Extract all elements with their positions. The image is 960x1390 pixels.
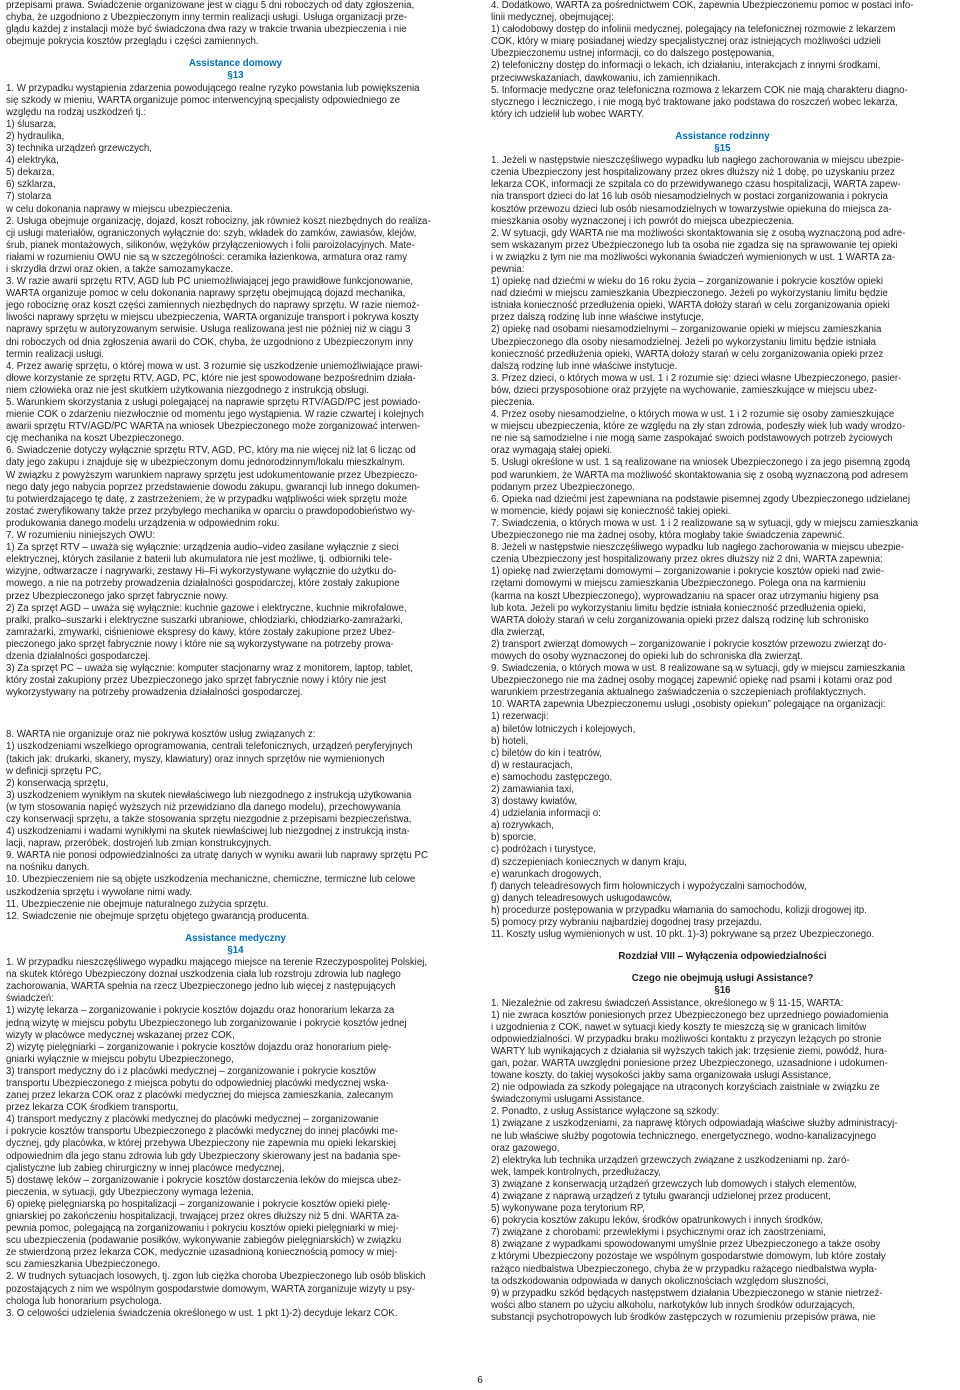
text-line: przepisami prawa. Świadczenie organizowane jest w ciągu 5 dni roboczych od daty zgłoszenia, bbox=[6, 0, 415, 11]
text-line: 2. W trudnych sytuacjach losowych, tj. zgon lub ciężka choroba Ubezpieczonego lub osób bliskich bbox=[6, 1271, 426, 1283]
text-line: 1. W przypadku nieszczęśliwego wypadku mającego miejsce na terenie Rzeczypospolitej Polskiej, bbox=[6, 957, 428, 969]
section-heading: Assistance medyczny bbox=[185, 932, 286, 944]
text-line: 3. O celowości udzielenia świadczenia określonego w ust. 1 pkt 1)-2) decyduje lekarz COK. bbox=[6, 1307, 398, 1319]
text-line: lacji, napraw, przeróbek, dostrojeń lub zmian konstrukcyjnych. bbox=[6, 838, 272, 850]
text-line: się szkody w mieniu, WARTA organizuje pomoc interwencyjną specjalisty odpowiedniego ze bbox=[6, 94, 400, 106]
text-line: b) sporcie, bbox=[491, 832, 537, 844]
text-line: 2) konserwacją sprzętu, bbox=[6, 777, 109, 789]
text-line: 6) szklarza, bbox=[6, 179, 56, 191]
text-line: wości albo stanem po użyciu alkoholu, narkotyków lub innych środków odurzających, bbox=[491, 1299, 856, 1311]
text-line: 9) w przypadku szkód będących następstwem działania Ubezpieczonego w stanie nietrzeź- bbox=[491, 1287, 883, 1299]
text-line: 1) całodobowy dostęp do infolinii medycznej, polegający na telefonicznej rozmowie z lekarzem bbox=[491, 24, 896, 36]
chapter-heading: Czego nie obejmują usługi Assistance? bbox=[631, 973, 814, 985]
text-line: ze stwierdzoną przez lekarza COK, medycznie uzasadnioną koniecznością pomocy w miej- bbox=[6, 1247, 398, 1259]
text-line: 3) transport medyczny do i z placówki medycznej – zorganizowanie i pokrycie kosztów bbox=[6, 1065, 376, 1077]
text-line: dzenia działalności gospodarczej. bbox=[6, 650, 151, 662]
text-line: 2) nie odpowiada za szkody polegające na utraconych korzyściach zaistniałe w związku ze bbox=[491, 1082, 880, 1094]
text-line: 1. Jeżeli w następstwie nieszczęśliwego wypadku lub nagłego zachorowania w miejscu ubezpie- bbox=[491, 155, 905, 167]
text-line: Ubezpieczonego nie ma żadnej osoby, która mogłaby takie świadczenia zapewnić. bbox=[491, 530, 845, 542]
text-line: 4. Dodatkowo, WARTA za pośrednictwem COK, zapewnia Ubezpieczonemu pomoc w postaci info- bbox=[491, 0, 914, 11]
text-line: w definicji sprzętu PC, bbox=[6, 765, 102, 777]
text-line: produkowania danego modelu urządzenia w odpowiednim roku. bbox=[6, 517, 280, 529]
section-heading: Assistance domowy bbox=[188, 58, 283, 70]
spacer bbox=[491, 941, 954, 951]
text-line: 1. Niezależnie od zakresu świadczeń Assistance, określonego w § 11-15, WARTA: bbox=[491, 997, 844, 1009]
text-line: 9. Świadczenia, o których mowa w ust. 8 realizowane są w sytuacji, gdy w miejscu zamieszkania bbox=[491, 663, 906, 675]
text-line: pieczenia, w sytuacji, gdy Ubezpieczony wymaga leżenia, bbox=[6, 1186, 254, 1198]
text-line: oraz gazowego, bbox=[491, 1142, 560, 1154]
text-line: 11. Ubezpieczenie nie obejmuje naturalnego zużycia sprzętu. bbox=[6, 898, 269, 910]
spacer bbox=[6, 48, 465, 58]
text-line: 12. Świadczenie nie obejmuje sprzętu objętego gwarancją producenta. bbox=[6, 910, 310, 922]
text-line: kosztów przewozu dzieci lub osób niesamodzielnych w towarzystwie opiekuna do miejsca za- bbox=[491, 203, 892, 215]
text-line: towane koszty, do takiej wysokości jakby sama organizowała usługi Assistance, bbox=[491, 1070, 832, 1082]
text-line: 3. W razie awarii sprzętu RTV, AGD lub PC uniemożliwiającej jego prawidłowe funkcjonowanie, bbox=[6, 276, 414, 288]
text-line: 3) dostawy kwiatów, bbox=[491, 796, 578, 808]
text-line: i pokrycie kosztów transportu Ubezpieczonego z placówki medycznej do innej placówki me- bbox=[6, 1126, 398, 1138]
text-line: ne nie są samodzielne i nie mogą same zaspokajać swoich podstawowych potrzeb życiowych bbox=[491, 433, 893, 445]
text-line: WARTA dołoży starań w celu zorganizowania opieki przez dalszą rodzinę lub schronisko bbox=[491, 614, 869, 626]
text-line: przeciwwskazaniach, dawkowaniu, ich zamiennikach. bbox=[491, 72, 721, 84]
text-line: c) podróżach i turystyce, bbox=[491, 844, 596, 856]
text-line: 1) opiekę nad dziećmi w wieku do 16 roku życia – zorganizowanie i pokrycie kosztów opieki bbox=[491, 276, 883, 288]
text-line: względu na rodzaj uszkodzeń tj.: bbox=[6, 106, 147, 118]
text-line: zamrażarki, zmywarki, ciśnieniowe ekspresy do kawy, które zostały zakupione przez Ubez- bbox=[6, 626, 396, 638]
text-line: cji usługi materiałów, ograniczonych wyłącznie do: szyb, wkładek do zamków, zawiasów, klejów, bbox=[6, 227, 417, 239]
text-line: 1) uszkodzeniami wszelkiego oprogramowania, centrali telefonicznych, urządzeń peryferyjnych bbox=[6, 741, 413, 753]
text-line: b) hoteli, bbox=[491, 735, 529, 747]
text-line: zostać zweryfikowany także przez przybyłego mechanika w oparciu o prawdopodobieństwo wy- bbox=[6, 505, 416, 517]
text-line: mowego, a nie na potrzeby prowadzenia działalności gospodarczej, które zostały zakupione bbox=[6, 578, 400, 590]
text-line: 6) pokrycia kosztów zakupu leków, środków opatrunkowych i innych środków, bbox=[491, 1215, 823, 1227]
text-line: wek, lampek kontrolnych, przedłużaczy, bbox=[491, 1166, 661, 1178]
text-line: 4) elektryka, bbox=[6, 155, 59, 167]
text-line: przez lekarza COK środkiem transportu, bbox=[6, 1102, 179, 1114]
text-line: (w tym stosowania napięć wyższych niż przewidziano dla danego modelu), przechowywania bbox=[6, 801, 401, 813]
text-line: termin realizacji usługi. bbox=[6, 348, 104, 360]
text-line: 6) opiekę pielęgniarską po hospitalizacji – zorganizowanie i pokrycie kosztów opieki pielę- bbox=[6, 1198, 391, 1210]
text-line: 1) opiekę nad zwierzętami domowymi – zorganizowanie i pokrycie kosztów opieki nad zwie- bbox=[491, 566, 885, 578]
text-line: istniała konieczność przedłużenia opieki, WARTA dołoży starań w celu zorganizowania opieki bbox=[491, 300, 890, 312]
text-line: substancji psychotropowych lub środków zastępczych w rozumieniu przepisów prawa, nie bbox=[491, 1311, 876, 1323]
text-line: 6. Świadczenie dotyczy wyłącznie sprzętu RTV, AGD, PC, który ma nie więcej niż lat 6 licząc od bbox=[6, 445, 416, 457]
text-line: 5) wykonywane poza terytorium RP, bbox=[491, 1203, 645, 1215]
text-line: i uzgodnienia z COK, nawet w sytuacji kiedy koszty te mieszczą się w granicach limitów bbox=[491, 1021, 867, 1033]
page-number: 6 bbox=[477, 1375, 483, 1386]
spacer bbox=[491, 963, 954, 973]
text-line: na nośniku danych. bbox=[6, 862, 90, 874]
text-line: f) danych teleadresowych firm holowniczych i wypożyczalni samochodów, bbox=[491, 880, 807, 892]
text-line: 2) transport zwierząt domowych – zorganizowanie i pokrycie kosztów przewozu zwierząt do- bbox=[491, 638, 887, 650]
text-line: gniarskiej po zakończeniu hospitalizacji, trwającej przez okres dłuższy niż 5 dni. WARTA za- bbox=[6, 1211, 400, 1222]
text-line: 2) zamawiania taxi, bbox=[491, 784, 574, 795]
text-line: wykorzystywany na potrzeby prowadzenia działalności gospodarczej. bbox=[6, 687, 303, 699]
text-line: liwości naprawy sprzętu w miejscu ubezpieczenia, WARTA organizuje transport i pokrywa koszty bbox=[6, 312, 419, 324]
text-line: i skrzydła drzwi oraz okien, a także samozamykacze. bbox=[6, 263, 234, 275]
spacer bbox=[6, 923, 465, 933]
text-line: w momencie, kiedy pojawi się konieczność takiej opieki. bbox=[491, 505, 731, 517]
text-line: czy konserwacji sprzętu, a także stosowania sprzętu niezgodnie z przepisami bezpieczeństwa, bbox=[6, 814, 412, 825]
text-line: chyba, że uzgodniono z Ubezpieczonym inny termin realizacji usługi. Usługa organizacji prze- bbox=[6, 12, 408, 24]
text-line: 3) technika urządzeń grzewczych, bbox=[6, 143, 152, 155]
left-column bbox=[6, 0, 465, 1320]
text-line: cję mechanika na koszt Ubezpieczonego. bbox=[6, 433, 185, 445]
right-column bbox=[491, 0, 954, 1324]
text-line: 6. Opieka nad dziećmi jest zapewniana na podstawie pisemnej zgody Ubezpieczonego udzielanej bbox=[491, 493, 910, 505]
text-line: nad dziećmi w miejscu zamieszkania Ubezpieczonego. Jeżeli po wykorzystaniu limitu będzie bbox=[491, 288, 888, 300]
text-line: 7. Świadczenia, o których mowa w ust. 1 i 2 realizowane są w sytuacji, gdy w miejscu zamieszkania bbox=[491, 517, 918, 529]
text-line: 1) nie zwraca kosztów poniesionych przez Ubezpieczonego bez uprzedniego powiadomienia bbox=[491, 1009, 889, 1021]
text-line: 2) elektryka lub technika urządzeń grzewczych związane z uszkodzeniami np. żaró- bbox=[491, 1154, 850, 1166]
text-line: linii medycznej, obejmującej: bbox=[491, 12, 614, 24]
text-line: 2. Ponadto, z usług Assistance wyłączone są szkody: bbox=[491, 1106, 720, 1118]
text-line: dni roboczych od dnia zgłoszenia awarii do COK, chyba, że uzgodniono z Ubezpieczonym inny bbox=[6, 336, 414, 348]
text-line: stycznego i leczniczego, i nie mogą być traktowane jako podstawa do roszczeń wobec lekarza, bbox=[491, 96, 898, 108]
text-line: cjalistyczne lub zabieg chirurgiczny w innej placówce medycznej, bbox=[6, 1162, 285, 1174]
text-line: 3) związane z konserwacją urządzeń grzewczych lub domowych i stałych elementów, bbox=[491, 1178, 857, 1190]
text-line: 4. Przez awarię sprzętu, o której mowa w ust. 3 rozumie się uszkodzenie uniemożliwiające prawi- bbox=[6, 360, 423, 372]
text-line: warunkiem przestrzegania aktualnego zaświadczenia o szczepieniach profilaktycznych. bbox=[491, 687, 866, 699]
text-line: scu zamieszkania Ubezpieczonego. bbox=[6, 1259, 161, 1271]
text-line: śrub, pianek montażowych, silikonów, wężyków przyłączeniowych i folii paroizolacyjnych. Mate- bbox=[6, 239, 415, 251]
text-line: 1) Za sprzęt RTV – uważa się wyłącznie: urządzenia audio–video zasilane wyłącznie z sieci bbox=[6, 542, 399, 554]
text-line: d) szczepieniach koniecznych w danym kraju, bbox=[491, 856, 687, 868]
text-line: ta odszkodowania odpowiada w danych okolicznościach względom słuszności, bbox=[491, 1275, 829, 1287]
text-line: mienie COK o zdarzeniu niezwłocznie od momentu jego wystąpienia. W razie czwartej i kolejnych bbox=[6, 409, 424, 421]
text-line: 7. W rozumieniu niniejszych OWU: bbox=[6, 530, 156, 542]
text-line: a) biletów lotniczych i kolejowych, bbox=[491, 723, 636, 735]
text-line: naprawy sprzętu w autoryzowanym serwisie. Usługa realizowana jest nie później niż w ciągu 3 bbox=[6, 324, 411, 336]
text-line: jedną wizytę w miejscu pobytu Ubezpieczonego lub zorganizowanie i pokrycie kosztów jednej bbox=[6, 1017, 407, 1029]
text-line: 10. Ubezpieczeniem nie są objęte uszkodzenia mechaniczne, chemiczne, termiczne lub celowe bbox=[6, 874, 416, 886]
text-line: gan, pożar. WARTA uwzględni poniesione przez Ubezpieczonego, uzasadnione i udokumen- bbox=[491, 1057, 888, 1069]
text-line: odpowiednim dla jego stanu zdrowia lub gdy Ubezpieczony skierowany jest na badania spe- bbox=[6, 1150, 401, 1162]
text-line: 5. Informacje medyczne oraz telefoniczna rozmowa z lekarzem COK nie mają charakteru diagno- bbox=[491, 84, 908, 96]
text-line: 10. WARTA zapewnia Ubezpieczonemu usługi „osobisty opiekun” polegające na organizacji: bbox=[491, 699, 886, 711]
text-line: 8. Jeżeli w następstwie nieszczęśliwego wypadku lub nagłego zachorowania w miejscu ubezpie- bbox=[491, 542, 905, 554]
text-line: pieczenia. bbox=[491, 397, 535, 408]
text-line: 3. Przez dzieci, o których mowa w ust. 1 i 2 rozumie się: dzieci własne Ubezpieczonego, pasier- bbox=[491, 372, 902, 384]
text-line: tu potwierdzającego tę datę, z zastrzeżeniem, że w przypadku wątpliwości wiek sprzętu może bbox=[6, 493, 408, 505]
text-line: świadczonymi usługami Assistance. bbox=[491, 1094, 645, 1106]
text-line: glądu każdej z instalacji może być świadczona dwa razy w trakcie trwania ubezpieczenia i nie bbox=[6, 24, 407, 36]
text-line: lub kota. Jeżeli po wykorzystaniu limitu będzie istniała konieczność przedłużenia opieki, bbox=[491, 602, 866, 614]
text-line: czenia Ubezpieczony jest hospitalizowany przez okres dłuższy niż 2 dni, WARTA zapewnia: bbox=[491, 554, 883, 566]
text-line: Ubezpieczonego dla osoby niesamodzielnej. Jeżeli po wykorzystaniu limitu będzie istniała bbox=[491, 336, 877, 348]
text-line: 5. Warunkiem skorzystania z usługi polegającej na naprawie sprzętu RTV/AGD/PC jest powiado- bbox=[6, 397, 421, 408]
text-line: 4) uszkodzeniami i wadami wynikłymi na skutek niewłaściwej lub niezgodnej z instrukcją insta- bbox=[6, 826, 410, 838]
text-line: g) danych teleadresowych usługodawców, bbox=[491, 892, 672, 904]
text-line: odpowiedzialności. W przypadku braku możliwości kontaktu z przyczyn leżących po stronie bbox=[491, 1033, 882, 1045]
chapter-heading: §16 bbox=[714, 985, 731, 997]
text-line: Ubezpieczonemu ustnej informacji, co do dalszego postępowania, bbox=[491, 48, 775, 60]
text-line: obejmuje pokrycia kosztów przeglądu i części zamiennych. bbox=[6, 36, 259, 48]
text-line: 3) uszkodzeniem wynikłym na skutek niewłaściwego lub niezgodnego z instrukcją użytkowania bbox=[6, 789, 412, 801]
text-line: mieszkania osoby wyznaczonej i ich powrót do miejsca ubezpieczenia. bbox=[491, 215, 795, 227]
spacer bbox=[6, 699, 465, 729]
section-heading: §15 bbox=[714, 143, 731, 155]
text-line: rażąco niedbalstwa Ubezpieczonego, chyba że w przypadku rażącego niedbalstwa wypła- bbox=[491, 1263, 878, 1275]
text-line: 2) Za sprzęt AGD – uważa się wyłącznie: kuchnie gazowe i elektryczne, kuchnie mikrofalowe, bbox=[6, 602, 407, 614]
section-heading: §13 bbox=[227, 70, 244, 82]
text-line: konieczność przedłużenia opieki, WARTA dołoży starań w celu zorganizowania opieki przez bbox=[491, 348, 884, 360]
text-line: niem człowieka oraz nie jest skutkiem użytkowania niezgodnego z instrukcją obsługi. bbox=[6, 384, 369, 396]
text-line: nia transport dzieci do lat 16 lub osób niesamodzielnych w postaci zorganizowania i pokrycia bbox=[491, 191, 888, 203]
text-line: pewnia: bbox=[491, 263, 525, 275]
text-line: 9. WARTA nie ponosi odpowiedzialności za utratę danych w wyniku awarii lub naprawy sprzętu PC bbox=[6, 850, 428, 862]
text-line: d) w restauracjach, bbox=[491, 759, 573, 771]
text-line: nego daty jego nabycia poprzez przedstawienie dowodu zakupu, gwarancji lub innego dokumen- bbox=[6, 481, 421, 493]
text-line: 2) opiekę nad osobami niesamodzielnymi – zorganizowanie opieki w miejscu zamieszkania bbox=[491, 324, 882, 336]
section-heading: Assistance rodzinny bbox=[675, 130, 770, 142]
text-line: pieczonego jako sprzęt fabrycznie nowy i które nie są wykorzystywane na potrzeby prowa- bbox=[6, 638, 394, 650]
text-line: 7) związane z chorobami: przewlekłymi i psychicznymi oraz ich zaostrzeniami, bbox=[491, 1227, 826, 1239]
text-line: ne lub właściwe służby pogotowia technicznego, energetycznego, wodno-kanalizacyjnego bbox=[491, 1130, 877, 1142]
text-line: na skutek którego Ubezpieczony doznał uszkodzenia ciała lub rozstroju zdrowia lub nagłego bbox=[6, 969, 401, 981]
text-line: który ich udzielił lub wobec WARTY. bbox=[491, 108, 645, 120]
text-line: wizyty w placówce medycznej wskazanej przez COK, bbox=[6, 1029, 235, 1041]
text-line: 8) związane z wypadkami spowodowanymi umyślnie przez Ubezpieczonego a także osoby bbox=[491, 1239, 881, 1251]
text-line: 7) stolarza bbox=[6, 191, 52, 203]
text-line: i w związku z tym nie ma możliwości wykonania świadczeń wymienionych w ust. 1 WARTA za- bbox=[491, 251, 896, 263]
text-line: bów, dzieci przysposobione oraz przyjęte na wychowanie, zamieszkujące w miejscu ubez- bbox=[491, 384, 878, 396]
text-line: dalszą rodzinę lub inne właściwe instytucje. bbox=[491, 360, 678, 372]
text-line: 4. Przez osoby niesamodzielne, o których mowa w ust. 1 i 2 rozumie się osoby zamieszkujące bbox=[491, 409, 895, 421]
text-line: 5. Usługi określone w ust. 1 są realizowane na wniosek Ubezpieczonego i za jego pisemną zgodą bbox=[491, 457, 910, 469]
text-line: chologa lub honorarium psychologa. bbox=[6, 1295, 162, 1307]
text-line: W związku z powyższym warunkiem naprawy sprzętu jest udokumentowanie przez Ubezpieczo- bbox=[6, 469, 418, 481]
text-line: uszkodzenia sprzętu i wywołane nimi wady. bbox=[6, 886, 193, 898]
text-line: WARTA organizuje pomoc w celu dokonania naprawy sprzętu obejmującą dojazd mechanika, bbox=[6, 288, 406, 300]
text-line: h) procedurze postępowania w przypadku włamania do samochodu, kolizji drogowej itp. bbox=[491, 904, 867, 916]
text-line: lekarza COK, informacji ze szpitala co do przewidywanego czasu hospitalizacji, WARTA zapew- bbox=[491, 179, 901, 191]
text-line: 5) pomocy przy wybraniu najbardziej dogodnej trasy przejazdu. bbox=[491, 917, 762, 929]
text-line: 2. W sytuacji, gdy WARTA nie ma możliwości skontaktowania się z osobą wyznaczoną pod adre- bbox=[491, 227, 906, 239]
text-line: pozostających z nim we wspólnym gospodarstwie domowym, WARTA zorganizuje wizyty u psy- bbox=[6, 1283, 415, 1295]
text-line: COK, który w miarę posiadanej wiedzy specjalistycznej oraz istniejących możliwości udzieli bbox=[491, 36, 881, 48]
text-line: 1. W przypadku wystąpienia zdarzenia powodującego realne ryzyko powstania lub powiększenia bbox=[6, 82, 420, 94]
text-line: riałami w rozumieniu OWU nie są w szczególności: ceramika łazienkowa, armatura oraz ramy bbox=[6, 251, 408, 263]
text-line: 4) związane z naprawą urządzeń z tytułu gwarancji udzielonej przez producent, bbox=[491, 1191, 831, 1202]
text-line: który został zakupiony przez Ubezpieczonego jako sprzęt fabrycznie nowy i który nie jest bbox=[6, 675, 387, 687]
text-line: pewnia pomoc, polegającą na zorganizowaniu i pokryciu kosztów opieki pielęgniarki w miej- bbox=[6, 1223, 399, 1235]
text-line: a) rozrywkach, bbox=[491, 820, 554, 832]
text-line: 2) wizytę pielęgniarki – zorganizowanie i pokrycie kosztów dojazdu oraz honorarium pielę- bbox=[6, 1041, 392, 1053]
text-line: świadczeń: bbox=[6, 993, 54, 1005]
text-line: transportu Ubezpieczonego z miejsca pobytu do odpowiedniej placówki medycznej wska- bbox=[6, 1077, 389, 1089]
chapter-heading: Rozdział VIII – Wyłączenia odpowiedzialności bbox=[618, 951, 827, 963]
text-line: pralki, pralko–suszarki i elektryczne suszarki ubraniowe, chłodziarki, chłodziarko-zamrażarki, bbox=[6, 614, 403, 626]
text-line: rzętami domowymi w miejscu zamieszkania Ubezpieczonego. Polega ona na karmieniu bbox=[491, 578, 866, 590]
text-line: przez dalszą rodzinę lub inne właściwe instytucje, bbox=[491, 312, 704, 324]
text-line: 2) telefoniczny dostęp do informacji o lekach, ich działaniu, interakcjach z innymi środkami, bbox=[491, 60, 881, 72]
text-line: daty jego zakupu i znajduje się w ubezpieczonym domu jednorodzinnym/lokalu mieszkalnym. bbox=[6, 457, 406, 469]
text-line: czenia Ubezpieczony jest hospitalizowany przez okres dłuższy niż 1 dobę, po uzyskaniu przez bbox=[491, 167, 895, 179]
text-line: dycznej, gdy placówka, w której przebywa Ubezpieczony nie zapewnia mu opieki lekarskiej bbox=[6, 1138, 396, 1150]
text-line: awarii sprzętu RTV/AGD/PC WARTA na wniosek Ubezpieczonego może zorganizować interwen- bbox=[6, 421, 421, 433]
text-line: zachorowania, WARTA spełnia na rzecz Ubezpieczonego jedno lub więcej z następujących bbox=[6, 981, 396, 993]
text-line: elektrycznej, których zasilanie z baterii lub akumulatora nie jest możliwe, tj. odbiorniki tele- bbox=[6, 554, 393, 566]
text-line: mowych do osoby wyznaczonej do opieki lub do schroniska dla zwierząt. bbox=[491, 650, 803, 662]
section-heading: §14 bbox=[227, 944, 244, 956]
text-line: (takich jak: drukarki, skanery, myszy, klawiatury) oraz innych sprzętów nie wymienionych bbox=[6, 753, 385, 765]
text-line: 1) związane z uszkodzeniami, za naprawę których odpowiadają właściwe służby administracyj- bbox=[491, 1118, 898, 1130]
text-line: zanej przez lekarza COK oraz z placówki medycznej do miejsca zamieszkania, zalecanym bbox=[6, 1090, 394, 1102]
text-line: sem wskazanym przez Ubezpieczonego lub ta osoba nie zgadza się na sprawowanie tej opieki bbox=[491, 239, 898, 251]
text-line: 2) hydraulika, bbox=[6, 130, 65, 142]
text-line: 1) rezerwacji: bbox=[491, 711, 549, 723]
text-line: przez Ubezpieczonego jako sprzęt fabrycznie nowy. bbox=[6, 590, 229, 602]
text-line: pod warunkiem, że WARTA ma możliwość skontaktowania się z osobą wyznaczoną pod adresem bbox=[491, 469, 909, 481]
text-line: e) samochodu zastępczego, bbox=[491, 771, 613, 783]
text-line: podanym przez Ubezpieczonego. bbox=[491, 481, 635, 493]
text-line: 11. Koszty usług wymienionych w ust. 10 pkt. 1)-3) pokrywane są przez Ubezpieczonego. bbox=[491, 929, 875, 941]
text-line: WARTY lub wynikających z działania sił wyższych takich jak: trzęsienie ziemi, powódź, hura- bbox=[491, 1045, 888, 1057]
text-line: wizyjne, odtwarzacze i nagrywarki, zestawy Hi–Fi wykorzystywane wyłącznie do użytku do- bbox=[6, 566, 397, 578]
text-line: w celu dokonania naprawy w miejscu ubezpieczenia. bbox=[6, 203, 233, 215]
text-line: w miejscu ubezpieczenia, które ze względu na zły stan zdrowia, podeszły wiek lub wady wrodzo- bbox=[491, 421, 906, 433]
spacer bbox=[491, 121, 954, 131]
text-line: e) warunkach drogowych, bbox=[491, 868, 602, 880]
text-line: jego robociznę oraz koszt części zamiennych niezbędnych do naprawy sprzętu. W razie niemoż- bbox=[6, 300, 420, 312]
text-line: (karma na koszt Ubezpieczonego), wyprowadzaniu na spacer oraz utrzymaniu higieny psa bbox=[491, 590, 879, 602]
text-line: c) biletów do kin i teatrów, bbox=[491, 747, 602, 759]
text-line: 4) transport medyczny z placówki medycznej do placówki medycznej – zorganizowanie bbox=[6, 1114, 379, 1126]
text-line: dłowe korzystanie ze sprzętu RTV, AGD, PC, które nie jest spowodowane bezpośrednim działa- bbox=[6, 372, 416, 384]
text-line: dla zwierząt, bbox=[491, 626, 545, 638]
text-line: 1) wizytę lekarza – zorganizowanie i pokrycie kosztów dojazdu oraz honorarium lekarza za bbox=[6, 1005, 395, 1017]
text-line: Ubezpieczonego nie ma żadnej osoby mogącej zapewnić opiekę nad psami i kotami oraz pod bbox=[491, 675, 893, 687]
text-line: 5) dekarza, bbox=[6, 167, 55, 179]
text-line: scu ubezpieczenia (podawanie posiłków, wykonywanie zabiegów pielęgniarskich) w związku bbox=[6, 1235, 402, 1247]
text-line: 8. WARTA nie organizuje oraz nie pokrywa kosztów usług związanych z: bbox=[6, 729, 316, 741]
text-line: gniarki wyłącznie w miejscu pobytu Ubezpieczonego, bbox=[6, 1053, 234, 1065]
text-line: 4) udzielania informacji o: bbox=[491, 808, 601, 820]
text-line: 5) dostawę leków – zorganizowanie i pokrycie kosztów dostarczenia leków do miejsca ubez- bbox=[6, 1174, 402, 1186]
text-line: 3) Za sprzęt PC – uważa się wyłącznie: komputer stacjonarny wraz z monitorem, laptop, tablet, bbox=[6, 663, 414, 675]
text-line: 1) ślusarza, bbox=[6, 118, 57, 130]
text-line: z którymi Ubezpieczony pozostaje we wspólnym gospodarstwie domowym, lub które zostały bbox=[491, 1251, 886, 1263]
text-line: 2. Usługa obejmuje organizację, dojazd, koszt robocizny, jak również koszt niezbędnych do realiza- bbox=[6, 215, 431, 227]
text-line: oraz wymagają stałej opieki. bbox=[491, 445, 613, 457]
